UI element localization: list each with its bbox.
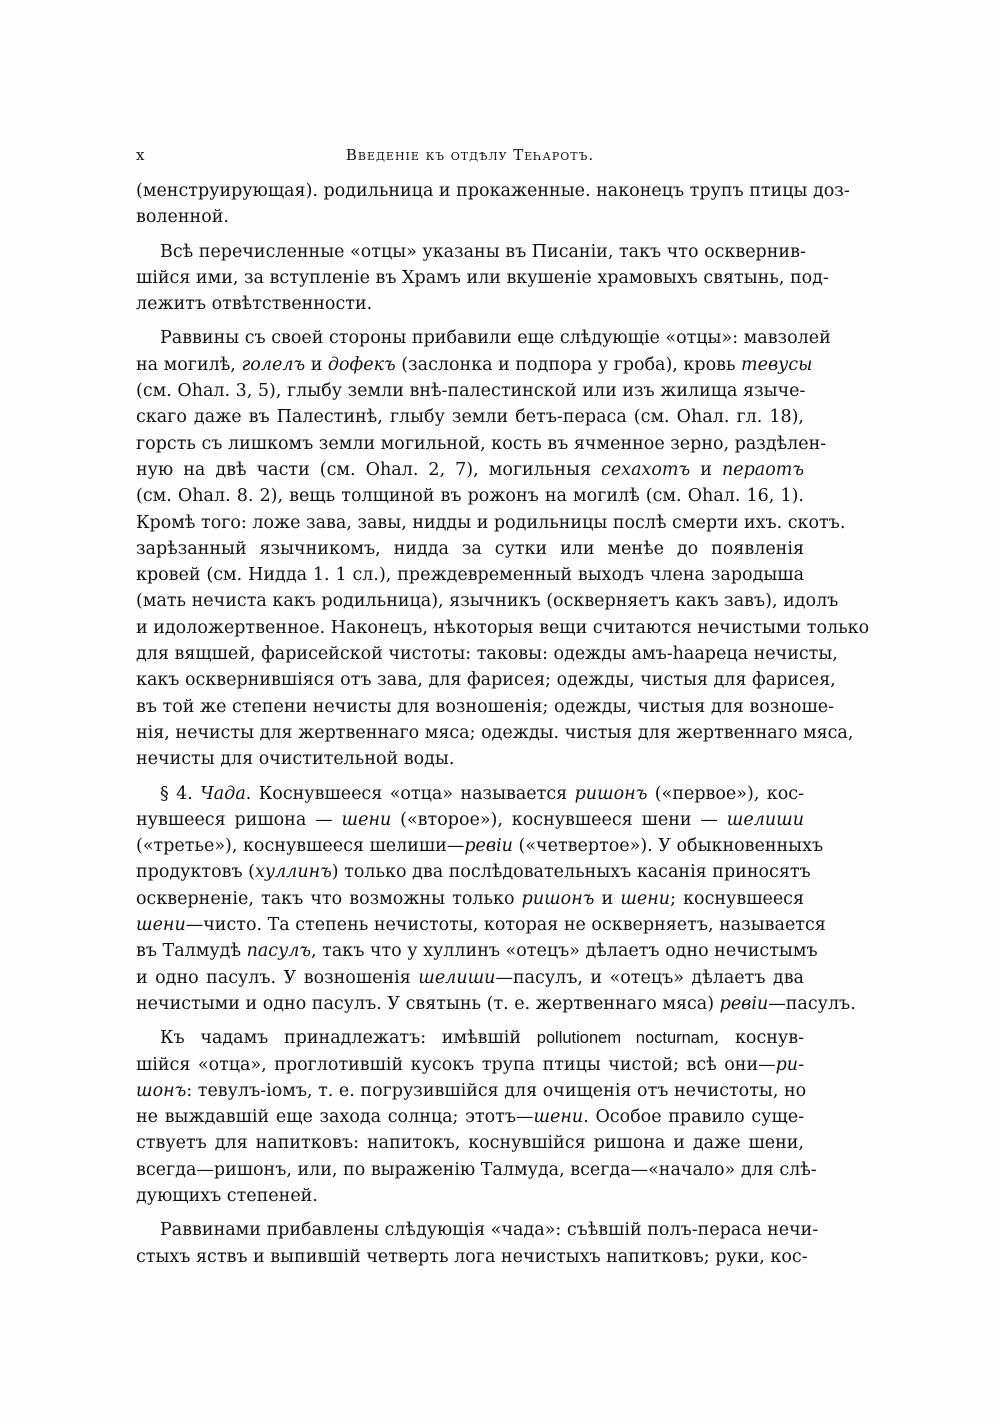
text-line: (мать нечиста какъ родильница), язычникъ (оскверняетъ какъ завъ), идолъ — [136, 591, 839, 612]
running-title: Введеніе къ отдѣлу Теһаротъ. — [345, 146, 595, 164]
text-line: въ Талмудѣ пасулъ, такъ что у хуллинъ «отецъ» дѣлаетъ одно нечистымъ — [136, 941, 818, 962]
text-line: Всѣ перечисленные «отцы» указаны въ Писаніи, такъ что осквернив- — [160, 241, 806, 262]
paragraph — [136, 325, 870, 772]
paragraph — [136, 239, 829, 318]
text-line: (см. Оһал. 8. 2), вещь толщиной въ рожонъ на могилѣ (см. Оһал. 16, 1). — [136, 486, 804, 507]
text-line: не выждавшій еще захода солнца; этотъ—шени. Особое правило суще- — [136, 1107, 804, 1128]
body-text — [136, 178, 870, 1270]
text-line: шійся «отца», проглотившій кусокъ трупа птицы чистой; всѣ они—ри- — [136, 1054, 804, 1075]
paragraph — [136, 1025, 817, 1209]
text-line: Къ чадамъ принадлежатъ: имѣвшій pollutionem nocturnam, коснув- — [160, 1028, 804, 1049]
paragraph — [136, 178, 850, 231]
paragraph-gap — [136, 1209, 804, 1217]
text-line: кровей (см. Нидда 1. 1 сл.), преждевременный выходъ члена зародыша — [136, 565, 804, 586]
text-line: шени—чисто. Та степень нечистоты, которая не оскверняетъ, называется — [136, 915, 826, 936]
text-line: (см. Оһал. 3, 5), глыбу земли внѣ-палестинской или изъ жилища языче- — [136, 381, 806, 402]
text-line: оскверненіе, такъ что возможны только ришонъ и шени; коснувшееся — [136, 888, 805, 909]
text-line: шонъ: тевулъ-іомъ, т. е. погрузившійся для очищенія отъ нечистоты, но — [136, 1080, 807, 1101]
paragraph-gap — [136, 773, 804, 781]
text-line: («третье»), коснувшееся шелиши—ревіи («четвертое»). У обыкновенныхъ — [136, 836, 824, 857]
text-line: воленной. — [136, 207, 229, 228]
text-line: нечисты для очистительной воды. — [136, 749, 455, 770]
running-header — [136, 146, 804, 170]
text-line: продуктовъ (хуллинъ) только два послѣдовательныхъ касанія приносятъ — [136, 862, 811, 883]
text-line: на могилѣ, голелъ и дофекъ (заслонка и подпора у гроба), кровь тевусы — [136, 354, 813, 375]
text-line: Кромѣ того: ложе зава, завы, нидды и родильницы послѣ смерти ихъ. скотъ. — [136, 512, 846, 533]
text-line: скаго даже въ Палестинѣ, глыбу земли бетъ-пераса (см. Оһал. гл. 18), — [136, 407, 804, 428]
paragraph — [136, 781, 856, 1018]
text-line: лежитъ отвѣтственности. — [136, 294, 373, 315]
text-line: Раввины съ своей стороны прибавили еще слѣдующіе «отцы»: мавзолей — [160, 328, 831, 349]
text-line: (менструирующая). родильница и прокаженные. наконецъ трупъ птицы доз- — [136, 181, 850, 201]
text-line: горсть съ лишкомъ земли могильной, кость въ ячменное зерно, раздѣлен- — [136, 433, 827, 454]
text-line: стыхъ яствъ и выпившій четверть лога нечистыхъ напитковъ; руки, кос- — [136, 1246, 808, 1267]
text-line: нія, нечисты для жертвеннаго мяса; одежды. чистыя для жертвеннаго мяса, — [136, 722, 854, 743]
text-line: и одно пасулъ. У возношенія шелиши—пасулъ, и «отецъ» дѣлаетъ два — [136, 967, 804, 988]
paragraph — [136, 1217, 819, 1270]
text-line: нечистыми и одно пасулъ. У святынь (т. е. жертвеннаго мяса) ревіи—пасулъ. — [136, 993, 856, 1014]
paragraph-gap — [136, 317, 804, 325]
paragraph-gap — [136, 1017, 804, 1025]
text-line: въ той же степени нечисты для возношенія; одежды, чистыя для возноше- — [136, 696, 835, 717]
text-line: § 4. Чада. Коснувшееся «отца» называется ришонъ («первое»), кос- — [160, 783, 804, 804]
text-line: ствуетъ для напитковъ: напитокъ, коснувшійся ришона и даже шени, — [136, 1133, 804, 1154]
text-line: ную на двѣ части (см. Оһал. 2, 7), могильныя сехахотъ и пераотъ — [136, 459, 804, 480]
page-number: x — [136, 146, 145, 164]
text-line: и идоложертвенное. Наконецъ, нѣкоторыя вещи считаются нечистыми только — [136, 617, 870, 638]
paragraph-gap — [136, 231, 804, 239]
text-line: зарѣзанный язычникомъ, нидда за сутки или менѣе до появленія — [136, 538, 804, 559]
text-line: дующихъ степеней. — [136, 1185, 318, 1206]
text-line: Раввинами прибавлены слѣдующія «чада»: съѣвшій полъ-пераса нечи- — [160, 1220, 819, 1241]
text-line: для вящшей, фарисейской чистоты: таковы: одежды амъ-һаареца нечисты, — [136, 644, 838, 665]
text-line: какъ осквернившіяся отъ зава, для фарисея; одежды, чистыя для фарисея, — [136, 670, 836, 691]
text-line: нувшееся ришона — шени («второе»), коснувшееся шени — шелиши — [136, 809, 804, 830]
text-line: всегда—ришонъ, или, по выраженію Талмуда, всегда—«начало» для слѣ- — [136, 1159, 817, 1180]
text-line: шійся ими, за вступленіе въ Храмъ или вкушеніе храмовыхъ святынь, под- — [136, 267, 829, 288]
